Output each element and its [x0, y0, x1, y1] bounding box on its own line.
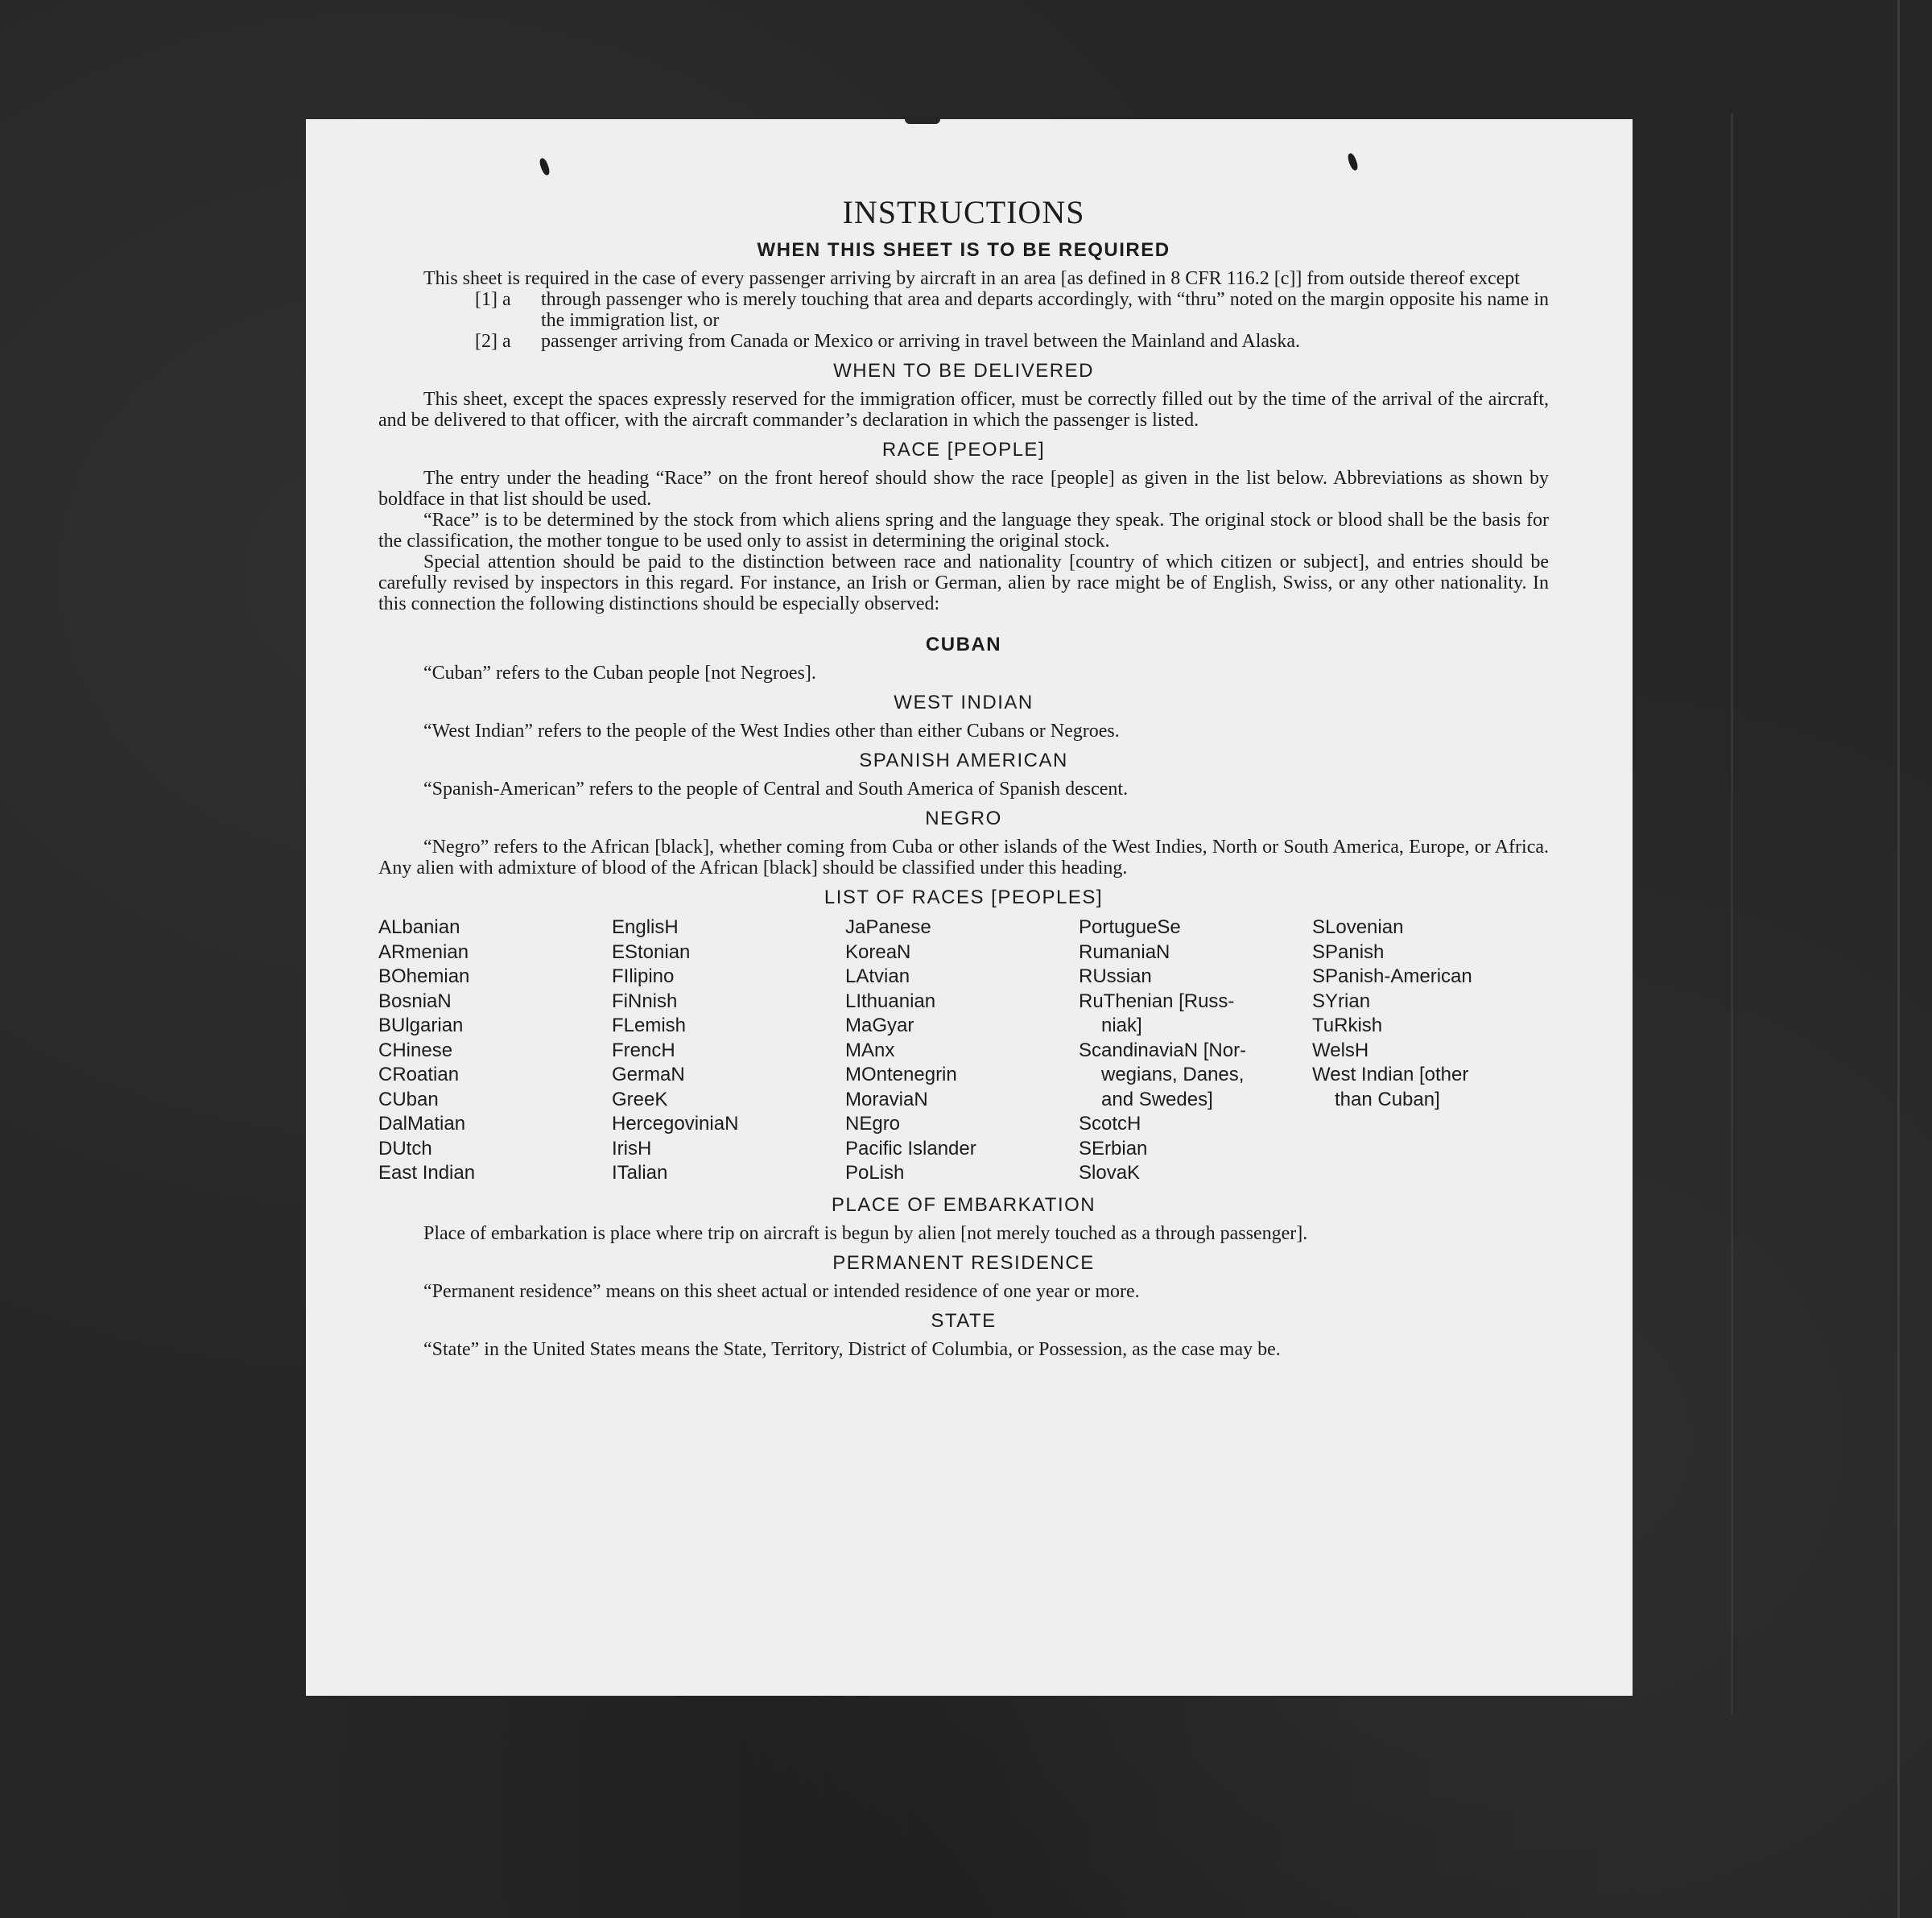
- section-heading-list-of-races: LIST OF RACES [PEOPLES]: [824, 887, 1104, 908]
- race-entry: LAtvian: [845, 965, 910, 987]
- race-entry: CUban: [378, 1088, 439, 1110]
- instruction-sheet: [306, 119, 1633, 1696]
- race-entry-continuation: and Swedes]: [1101, 1088, 1213, 1110]
- race-paragraph-1: The entry under the heading “Race” on the front hereof should show the race [people] as given in the list below. Abbreviations as shown by boldface in that list should be used.: [378, 468, 1549, 510]
- section-heading-embarkation: PLACE OF EMBARKATION: [831, 1193, 1096, 1216]
- race-entry: GermaN: [612, 1064, 685, 1085]
- race-entry: DalMatian: [378, 1113, 466, 1135]
- race-entry: FIlipino: [612, 965, 675, 987]
- section-heading-west-indian: WEST INDIAN: [894, 692, 1034, 713]
- race-entry: IrisH: [612, 1137, 652, 1159]
- race-entry: GreeK: [612, 1088, 668, 1110]
- race-entry: KoreaN: [845, 940, 911, 963]
- section-heading-negro: NEGRO: [925, 808, 1002, 829]
- race-entry-continuation: wegians, Danes,: [1101, 1064, 1245, 1085]
- section-heading-delivered: WHEN TO BE DELIVERED: [833, 360, 1094, 382]
- section-required-intro: This sheet is required in the case of every passenger arriving by aircraft in an area [as defined in 8 CFR 116.2 [c]] from outside thereof except: [423, 268, 1520, 289]
- race-entry: PortugueSe: [1079, 916, 1181, 938]
- race-entry: Pacific Islander: [845, 1137, 976, 1159]
- race-entry: West Indian [other: [1312, 1064, 1469, 1085]
- page-title: INSTRUCTIONS: [842, 194, 1085, 230]
- race-entry: ScotcH: [1079, 1113, 1141, 1135]
- section-delivered-text: This sheet, except the spaces expressly reserved for the immigration officer, must be correctly filled out by the time of the arrival of the aircraft, and be delivered to that officer, with the aircraft commander’s declaration in which the passenger is listed.: [378, 389, 1549, 431]
- cuban-definition: “Cuban” refers to the Cuban people [not Negroes].: [423, 663, 816, 684]
- race-entry: EnglisH: [612, 916, 679, 938]
- race-entry: JaPanese: [845, 916, 931, 938]
- race-entry-continuation: than Cuban]: [1335, 1088, 1440, 1110]
- race-entry: RuThenian [Russ-: [1079, 990, 1235, 1012]
- west-indian-definition: “West Indian” refers to the people of the West Indies other than either Cubans or Negroes.: [423, 721, 1120, 742]
- scan-edge-line: [1897, 0, 1900, 1918]
- races-list: [378, 916, 1549, 1186]
- section-heading-race: RACE [PEOPLE]: [881, 439, 1046, 461]
- race-entry: BUlgarian: [378, 1015, 464, 1036]
- exception-item-2: [475, 331, 1549, 352]
- races-column-2: [612, 916, 845, 1186]
- scan-edge-line: [1731, 113, 1733, 1715]
- exception-item-1: [475, 289, 1549, 331]
- sheet-notch: [905, 116, 940, 124]
- race-entry: MoraviaN: [845, 1088, 928, 1110]
- race-entry: ScandinaviaN [Nor-: [1079, 1039, 1247, 1061]
- race-entry: SPanish: [1312, 940, 1385, 963]
- section-heading-state: STATE: [931, 1309, 997, 1332]
- state-definition: “State” in the United States means the State, Territory, District of Columbia, or Possession, as the case may be.: [423, 1338, 1281, 1360]
- race-entry: LIthuanian: [845, 990, 936, 1012]
- race-entry: MOntenegrin: [845, 1064, 957, 1085]
- race-entry: SPanish-American: [1312, 965, 1472, 987]
- negro-definition: “Negro” refers to the African [black], whether coming from Cuba or other islands of the West Indies, North or South America, Europe, or Africa. Any alien with admixture of blood of the African [black] should be classified under this heading.: [378, 837, 1549, 878]
- race-entry: RumaniaN: [1079, 940, 1170, 963]
- spanish-american-definition: “Spanish-American” refers to the people of Central and South America of Spanish descent.: [423, 779, 1129, 800]
- race-entry: East Indian: [378, 1162, 476, 1184]
- section-heading-spanish-american: SPANISH AMERICAN: [859, 750, 1068, 771]
- race-entry-continuation: niak]: [1101, 1015, 1142, 1036]
- punch-mark-right: [1347, 152, 1360, 172]
- races-column-1: [378, 916, 612, 1186]
- race-entry: TuRkish: [1312, 1015, 1383, 1036]
- race-entry: CRoatian: [378, 1064, 460, 1085]
- race-entry: SYrian: [1312, 990, 1371, 1012]
- race-entry: BosniaN: [378, 990, 452, 1012]
- races-column-5: [1312, 916, 1546, 1186]
- race-paragraph-3: Special attention should be paid to the distinction between race and nationality [country of which citizen or subject], and entries should be carefully revised by inspectors in this regard. For instance, an Irish or German, alien by race might be of English, Swiss, or any other nationality. In this connection the following distinctions should be especially observed:: [378, 552, 1549, 614]
- race-entry: ITalian: [612, 1162, 668, 1184]
- exception-item-text: passenger arriving from Canada or Mexico or arriving in travel between the Mainland and Alaska.: [541, 331, 1301, 352]
- race-entry: EStonian: [612, 940, 691, 963]
- race-entry: SlovaK: [1079, 1162, 1141, 1184]
- race-entry: HercegoviniaN: [612, 1113, 739, 1135]
- race-entry: CHinese: [378, 1039, 453, 1061]
- race-paragraph-2: “Race” is to be determined by the stock from which aliens spring and the language they speak. The original stock or blood shall be the basis for the classification, the mother tongue to be used only to assist in determining the original stock.: [378, 510, 1549, 552]
- race-entry: FLemish: [612, 1015, 687, 1036]
- race-entry: PoLish: [845, 1162, 905, 1184]
- exception-item-number: [1] a: [475, 289, 511, 310]
- race-entry: ALbanian: [378, 916, 460, 938]
- race-entry: FiNnish: [612, 990, 678, 1012]
- section-heading-required: WHEN THIS SHEET IS TO BE REQUIRED: [757, 239, 1170, 261]
- race-entry: ARmenian: [378, 940, 469, 963]
- punch-mark-left: [539, 157, 551, 176]
- section-heading-residence: PERMANENT RESIDENCE: [832, 1251, 1095, 1274]
- race-entry: FrencH: [612, 1039, 675, 1061]
- race-entry: MaGyar: [845, 1015, 914, 1036]
- race-entry: DUtch: [378, 1137, 432, 1159]
- races-column-3: [845, 916, 1079, 1186]
- section-heading-cuban: CUBAN: [925, 634, 1002, 655]
- race-entry: SLovenian: [1312, 916, 1404, 938]
- race-entry: SErbian: [1079, 1137, 1148, 1159]
- races-column-4: [1079, 916, 1312, 1186]
- residence-definition: “Permanent residence” means on this sheet actual or intended residence of one year or more.: [423, 1280, 1140, 1302]
- exception-item-text: through passenger who is merely touching that area and departs accordingly, with “thru” noted on the margin opposite his name in the immigration list, or: [541, 289, 1549, 331]
- race-entry: MAnx: [845, 1039, 895, 1061]
- race-entry: RUssian: [1079, 965, 1152, 987]
- race-entry: NEgro: [845, 1113, 901, 1135]
- exception-item-number: [2] a: [475, 331, 511, 352]
- race-entry: BOhemian: [378, 965, 470, 987]
- race-entry: WelsH: [1312, 1039, 1369, 1061]
- embarkation-definition: Place of embarkation is place where trip on aircraft is begun by alien [not merely touched as a through passenger].: [423, 1222, 1308, 1244]
